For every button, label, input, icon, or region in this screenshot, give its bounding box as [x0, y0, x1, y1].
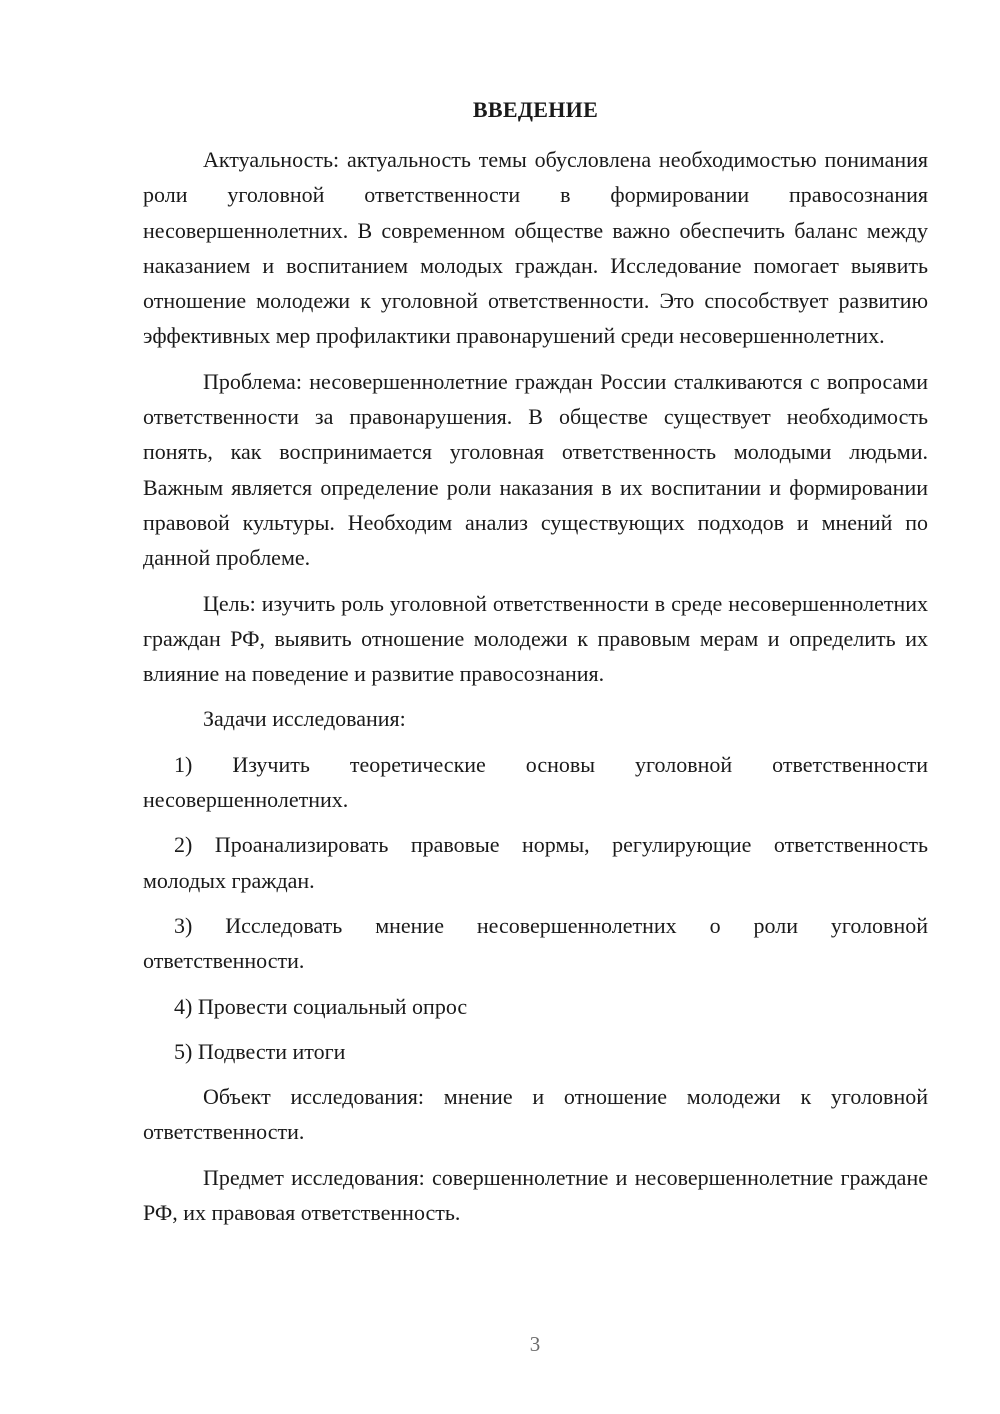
subject-paragraph: Предмет исследования: совершеннолетние и несовершеннолетние граждане РФ, их правовая ответственность.: [143, 1164, 928, 1226]
object-paragraph: Объект исследования: мнение и отношение молодежи к уголовной ответственности.: [143, 1084, 928, 1145]
task-item: 4) Провести социальный опрос: [174, 993, 468, 1019]
task-item: 3) Исследовать мнение несовершеннолетних о роли уголовной ответственности.: [143, 912, 928, 974]
goal-paragraph: Цель: изучить роль уголовной ответственности в среде несовершеннолетних граждан РФ, выявить отношение молодежи к правовым мерам и определить их влияние на поведение и развитие правосознания.: [143, 590, 928, 687]
tasks-heading: Задачи исследования:: [203, 706, 406, 732]
section-title: ВВЕДЕНИЕ: [472, 97, 599, 122]
task-item: 2) Проанализировать правовые нормы, регулирующие ответственность молодых граждан.: [143, 832, 928, 893]
task-item: 1) Изучить теоретические основы уголовной ответственности несовершеннолетних.: [143, 751, 928, 813]
problem-paragraph: Проблема: несовершеннолетние граждан России сталкиваются с вопросами ответственности за правонарушения. В обществе существует необходимость понять, как воспринимается уголовная ответственность молодыми людьми. Важным является определение роли наказания в их воспитании и формировании правовой культуры. Необходим анализ существующих подходов и мнений по данной проблеме.: [143, 368, 928, 571]
page-number: 3: [529, 1332, 541, 1356]
page-content: [143, 92, 928, 1240]
task-item: 5) Подвести итоги: [174, 1038, 346, 1064]
tasks-list: [143, 747, 928, 1069]
relevance-paragraph: Актуальность: актуальность темы обусловлена необходимостью понимания роли уголовной ответственности в формировании правосознания несовершеннолетних. В современном обществе важно обеспечить баланс между наказанием и воспитанием молодых граждан. Исследование помогает выявить отношение молодежи к уголовной ответственности. Это способствует развитию эффективных мер профилактики правонарушений среди несовершеннолетних.: [143, 147, 928, 349]
